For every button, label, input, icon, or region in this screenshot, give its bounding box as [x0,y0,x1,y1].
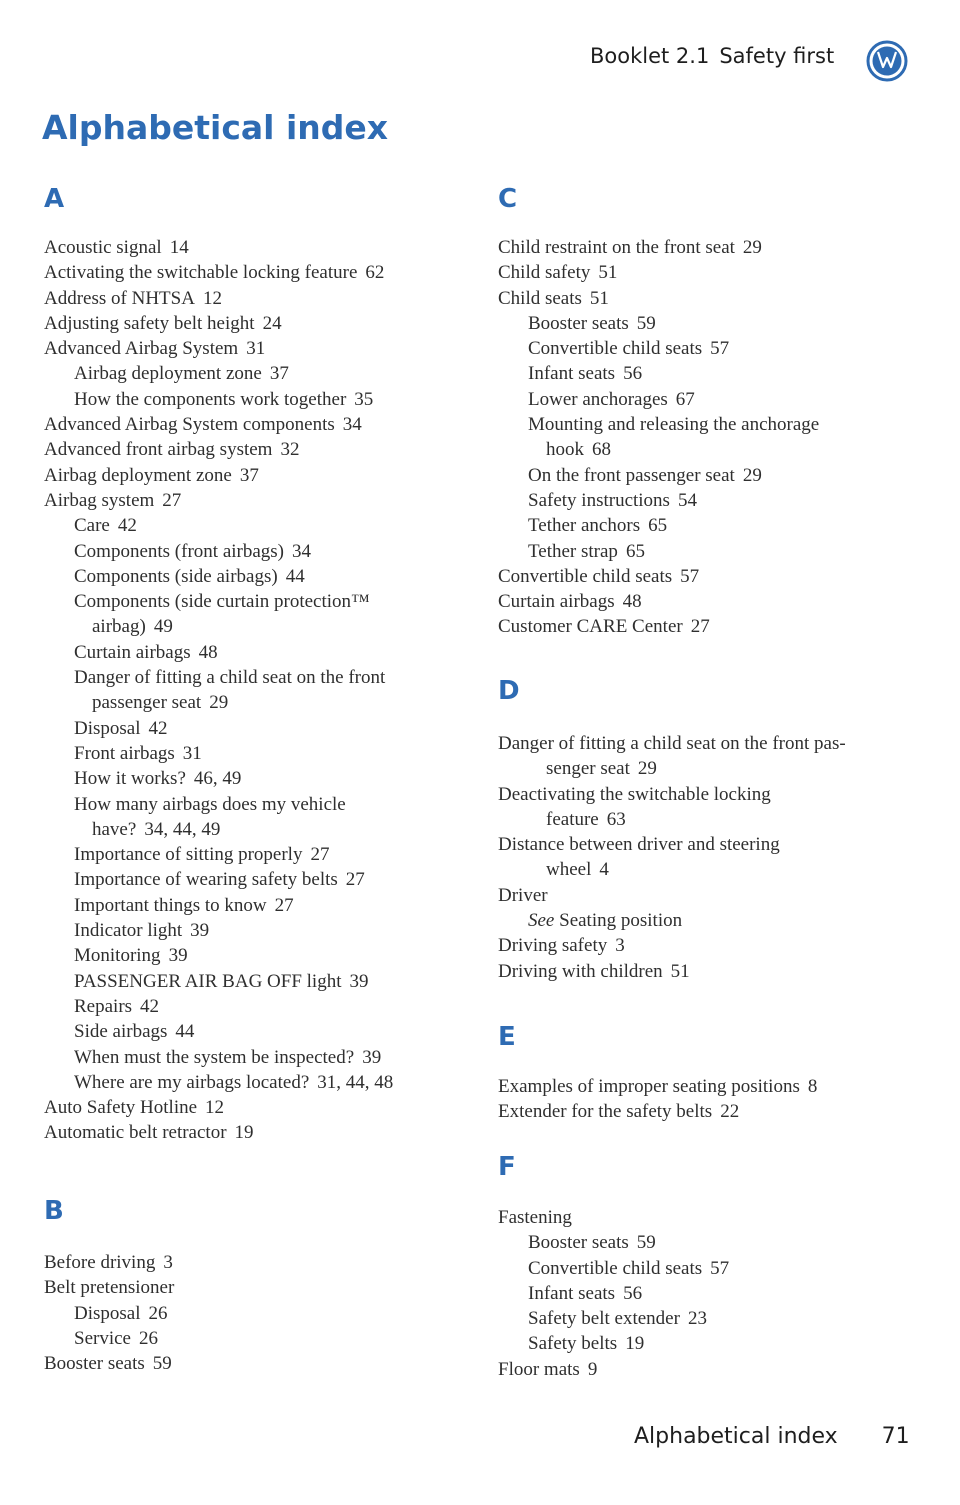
entries-c [498,235,928,640]
entries-a [44,235,464,1146]
index-subentry: Booster seats 59 [528,1232,656,1254]
index-subentry: Side airbags 44 [74,1021,195,1043]
letter-heading-c: C [498,184,518,214]
index-entry: Airbag deployment zone 37 [44,464,259,486]
index-subentry: How many airbags does my vehicle [74,793,346,815]
page-header [590,44,834,68]
index-entry: Driving with children 51 [498,960,690,982]
index-subentry: Disposal 42 [74,717,168,739]
index-subentry: Airbag deployment zone 37 [74,363,289,385]
index-entry: Child restraint on the front seat 29 [498,237,762,258]
index-entry: Driving safety 3 [498,935,625,957]
index-subentry: Infant seats 56 [528,363,643,385]
index-subentry: Danger of fitting a child seat on the front [74,667,386,689]
index-subentry: Tether strap 65 [528,540,645,562]
index-entry: Acoustic signal 14 [44,237,189,258]
index-subentry: Infant seats 56 [528,1282,643,1304]
index-subentry: Safety belt extender 23 [528,1308,707,1330]
index-entry: Before driving 3 [44,1252,173,1273]
index-entry: Fastening [498,1207,572,1228]
index-entry-cont: feature 63 [546,808,626,830]
index-entry: Distance between driver and steering [498,834,780,856]
index-entry: Belt pretensioner [44,1277,175,1299]
index-entry: Advanced Airbag System 31 [44,338,266,360]
index-subentry: When must the system be inspected? 39 [74,1046,382,1068]
page-footer [634,1424,910,1449]
index-entry: Convertible child seats 57 [498,565,700,587]
page-title: Alphabetical index [42,108,389,147]
index-subentry: Booster seats 59 [528,312,656,334]
index-subentry: Tether anchors 65 [528,515,668,537]
index-subentry: Components (front airbags) 34 [74,540,312,562]
index-entry: Activating the switchable locking feature 62 [44,262,385,284]
letter-heading-b: B [44,1196,64,1226]
index-cross-reference: See Seating position [528,910,683,932]
index-entry-cont: wheel 4 [546,859,609,881]
index-subentry-cont: airbag) 49 [92,616,173,638]
index-entry: Customer CARE Center 27 [498,616,710,638]
index-subentry: Importance of sitting properly 27 [74,844,330,866]
index-subentry: Important things to know 27 [74,894,294,916]
vw-logo-icon [866,40,908,82]
index-entry: Automatic belt retractor 19 [44,1122,254,1144]
index-entry: Child seats 51 [498,287,609,309]
letter-heading-f: F [498,1152,516,1182]
index-subentry: Curtain airbags 48 [74,641,218,663]
index-subentry: Safety belts 19 [528,1333,645,1355]
entries-e [498,1074,928,1125]
index-entry: Adjusting safety belt height 24 [44,312,282,334]
index-entry: Curtain airbags 48 [498,591,642,613]
index-entry: Driver [498,884,548,906]
entries-d [498,731,928,984]
index-subentry-cont: hook 68 [546,439,611,461]
index-entry: Auto Safety Hotline 12 [44,1097,225,1119]
index-subentry: Convertible child seats 57 [528,1257,730,1279]
index-subentry: How the components work together 35 [74,388,374,410]
index-subentry: Lower anchorages 67 [528,388,695,410]
index-entry: Deactivating the switchable locking [498,783,771,805]
index-subentry: Convertible child seats 57 [528,338,730,360]
index-entry-cont: senger seat 29 [546,758,657,780]
index-entry: Airbag system 27 [44,489,182,511]
index-entry: Advanced Airbag System components 34 [44,414,362,436]
index-subentry-cont: passenger seat 29 [92,692,229,714]
index-entry: Danger of fitting a child seat on the front pas- [498,733,846,754]
letter-heading-e: E [498,1022,516,1052]
index-entry: Booster seats 59 [44,1353,172,1375]
index-subentry: Disposal 26 [74,1302,168,1324]
index-subentry: Where are my airbags located? 31, 44, 48 [74,1071,394,1093]
index-subentry: Mounting and releasing the anchorage [528,414,820,436]
index-subentry: How it works? 46, 49 [74,768,242,790]
index-subentry: Service 26 [74,1327,158,1349]
booklet-label: Booklet 2.1 [590,44,710,68]
index-subentry: Importance of wearing safety belts 27 [74,869,365,891]
index-subentry-cont: have? 34, 44, 49 [92,818,221,840]
index-subentry: Repairs 42 [74,995,160,1017]
index-subentry: Care 42 [74,515,137,537]
index-subentry: Safety instructions 54 [528,489,697,511]
index-entry: Child safety 51 [498,262,618,284]
index-entry: Advanced front airbag system 32 [44,439,300,461]
index-subentry: On the front passenger seat 29 [528,464,762,486]
index-subentry: Indicator light 39 [74,920,210,942]
index-subentry: Front airbags 31 [74,742,202,764]
index-entry: Examples of improper seating positions 8 [498,1076,818,1097]
letter-heading-a: A [44,184,65,214]
index-subentry: Components (side curtain protection™ [74,591,370,613]
page-number: 71 [881,1424,910,1449]
index-entry: Extender for the safety belts 22 [498,1101,740,1123]
index-subentry: PASSENGER AIR BAG OFF light 39 [74,970,369,992]
section-label: Safety first [719,44,835,68]
index-entry: Floor mats 9 [498,1358,598,1380]
index-subentry: Components (side airbags) 44 [74,565,305,587]
footer-label: Alphabetical index [634,1424,838,1449]
index-subentry: Monitoring 39 [74,945,188,967]
letter-heading-d: D [498,676,520,706]
index-entry: Address of NHTSA 12 [44,287,222,309]
entries-b [44,1250,464,1376]
entries-f [498,1205,928,1382]
